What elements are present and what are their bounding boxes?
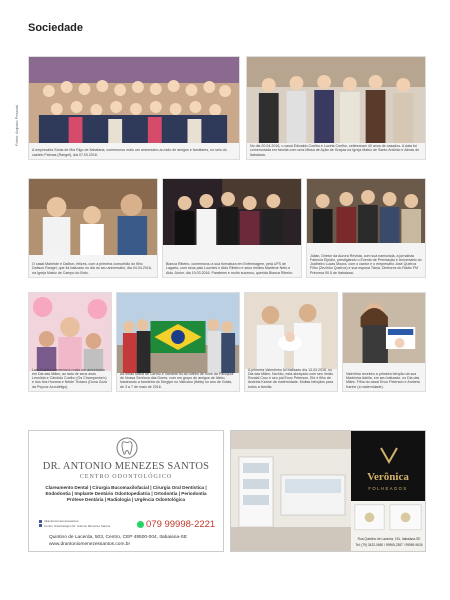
blessing-photo [343, 293, 425, 363]
group-party-photo [29, 57, 239, 143]
photo-caption: A empresária Sônia de Moi Rigo de Itabaiana, comemorou mais um aniversário ao lado de amigos e familiares, no seio do castelo Palmas (Rangel), dia 07.03.2016. [32, 148, 227, 157]
dental-services-list: Clareamento Dental | Cirurgia Bucomaxilofacial | Cirurgia Oral Dentística | Endodontia | Implante Dentário Odontopediatria | Ortodontia | Periodontia Prótese Dentária | Radiologia | Urgência Odontológica [45, 485, 207, 503]
photo-card-group-birthday [28, 56, 240, 160]
communion-photo [29, 179, 157, 255]
veronica-v-logo-icon [379, 445, 399, 465]
veronica-phones: Tel: (79) 3432-0650 / 99969-2387 / 99969-9626 [355, 543, 423, 547]
photo-card-birthday-girl [28, 292, 112, 392]
veronica-address: Rua Quintino de Lacerda, 151, Itabaiana-SE [357, 537, 421, 541]
photo-caption: As irmãs Maria de Carmo e Vandete foi ao roteiro de fome da Paróquia de Nossa Senhora das Dores, com um grupo de amigos de Itábio, hasteando a bandeira do Sergipe no Vaticano (Itália) no ano de Goiás, de 3 a 7 de maio de 2016. [120, 371, 234, 389]
flag-group-photo [117, 293, 239, 373]
store-interior-photo [231, 431, 351, 552]
event-photo [307, 179, 425, 243]
photo-card-baptism [244, 292, 338, 392]
photo-card-blessing [342, 292, 426, 392]
facebook-icon [39, 524, 42, 527]
whatsapp-icon [137, 521, 144, 528]
photo-caption: Valentina recebeu a primeira bênção da sua Madrinha Adélia, em seu batizado, no Dia das Mães. Filha do casal Enoc Peterson e Andreia Karine (a maternidade). [346, 371, 420, 389]
birthday-photo [29, 293, 111, 371]
photo-caption: A primeira Valentinho foi batizado dia 13.03.2016, no Dia das Mães. Na foto, está abraçado com seu irmão Ronald Cruz e seu pai Enoc Peterson. Ele é filho de Andreia Karine da maternidade. Muitas bênçãos para todos a família. [248, 367, 334, 389]
dental-phone[interactable]: 079 99998-2221 [137, 519, 215, 530]
social-link-1[interactable]: /drantoniomenezessantos [39, 519, 124, 524]
graduation-photo [163, 179, 301, 245]
veronica-brand-subtitle: FOLHEADOS [368, 486, 408, 491]
facebook-icon [39, 520, 42, 523]
dental-address: Quintino de Lacerda, 503, Centro, CEP 49500-004, Itabaiana-SE [49, 535, 188, 540]
section-title: Sociedade [28, 22, 84, 34]
dental-clinic-name: DR. ANTONIO MENEZES SANTOS [42, 461, 210, 472]
family-anniversary-photo [247, 57, 425, 143]
veronica-jewelry-ad[interactable] [230, 430, 426, 552]
social-link-2[interactable]: Centro Odontológico Dr. Antonio Menezes Santos [39, 524, 124, 529]
photo-card-first-communion [28, 178, 158, 278]
photo-card-flag-group [116, 292, 240, 392]
photo-credit-text: Fotos: Arquivo Pessoal [14, 105, 19, 146]
photo-caption: Bianca Ribeiro, comemorou a sua formatura em Enfermagem, pela UFS de Lagarto, com seus pais Lourdes e Aldo Ribeiro e seus irmãos Marilene Neto e Aldo Júnior, dia 19.03.2016. Parabéns e muito sucesso, querida Bianca Ribeiro. [166, 262, 294, 275]
photo-caption: Lara Coelho comemorou mais um aniversário em Dia das Mães, ao lado de seus avós Leonilda e Cândido Coelho (Os Champanhe'o) e dos tios Hozana e Neide Troiano (Dona Zuza da Psycoz Acouteligo). [32, 367, 107, 389]
photo-credit [14, 86, 24, 146]
dental-social-links [39, 519, 124, 528]
photo-caption: Júlian, Diretor da Aurora Revista, com sua namorada, a jornalista Fabrícia Elpídio, prestigiando o Evento de Premiação e Aniversário do Joalheiro Lucas Moura, com o cantor e o empresário José Queiroz Filho (Zezinho Queiroz) e sua esposa Tânia, Diretores do Rádio FM Princesa 90.5 de Itabaiana. [310, 253, 422, 275]
dental-website[interactable]: www.drantoniomenezessantos.com.br [49, 542, 131, 547]
photo-card-premiation-event [306, 178, 426, 278]
photo-caption: O casal Marleide e Daílton, felizes, com a primeira comunhão do filho Daílson Rangel, que foi batizado no dia do seu aniversário, dia 04.04.2016, na Igreja Matriz de Campo do Brito. [32, 262, 152, 275]
baptism-photo [245, 293, 337, 369]
veronica-brand-name: Verônica [367, 471, 409, 483]
tooth-logo-icon [116, 437, 138, 459]
dental-clinic-subtitle: CENTRO ODONTOLÓGICO [79, 474, 173, 480]
photo-card-graduation [162, 178, 302, 278]
photo-card-anniversary [246, 56, 426, 160]
dental-clinic-ad[interactable] [28, 430, 224, 552]
photo-caption: No dia 20.04.2016, o casal Edivaldo Coelho e Lucéia Coelho, celebraram 40 anos de casados. A data foi comemorada em família com uma Missa de Ação de Graças na Igreja Matriz de Santo Antônio e Almas de Itabaiana. [250, 144, 420, 157]
